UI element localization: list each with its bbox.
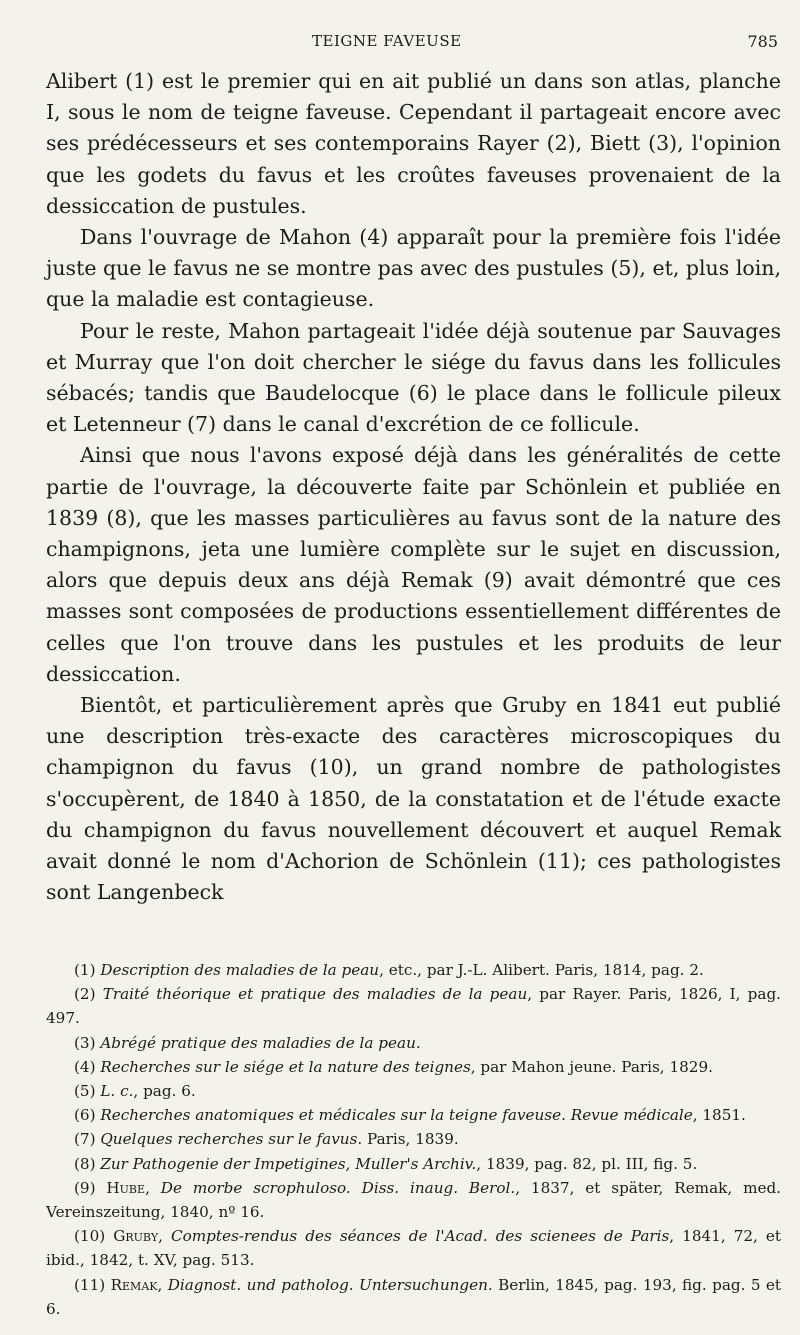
footnote-11: (11) Remak, Diagnost. und patholog. Untersuchungen. Berlin, 1845, pag. 193, fig. pag. 5 et 6. <box>46 1275 782 1318</box>
footnote-author: Remak <box>110 1275 158 1294</box>
running-title: TEIGNE FAVEUSE <box>312 32 462 50</box>
footnote-number: (4) <box>74 1057 96 1076</box>
footnote-rest: , 1841, 72, et ibid., 1842, t. XV, pag. 513. <box>46 1227 782 1270</box>
paragraph-4: Ainsi que nous l'avons exposé déjà dans les généralités de cette partie de l'ouvrage, la découverte faite par Schönlein et publiée en 1839 (8), que les masses particulières au favus sont de la nature des champignons, jeta une lumière complète sur le sujet en discussion, alors que depuis deux ans déjà Remak (9) avait démontré que ces masses sont composées de productions essentiellement différentes de celles que l'on trouve dans les pustules et les produits de leur dessiccation. <box>46 443 781 686</box>
footnote-1 <box>46 958 781 982</box>
footnote-title: Recherches anatomiques et médicales sur la teigne faveuse. Revue médicale <box>100 1106 693 1125</box>
footnote-9: (9) Hube, De morbe scrophuloso. Diss. inaug. Berol., 1837, et später, Remak, med. Vereinszeitung, 1840, nº 16. <box>46 1178 782 1222</box>
footnote-rest: , pag. 6. <box>133 1082 196 1101</box>
footnote-2 <box>46 982 781 1030</box>
footnote-5 <box>46 1079 781 1103</box>
footnote-number: (8) <box>74 1154 96 1173</box>
paragraph-2: Dans l'ouvrage de Mahon (4) apparaît pour la première fois l'idée juste que le favus ne se montre pas avec des pustules (5), et, plus loin, que la maladie est contagieuse. <box>46 225 781 312</box>
footnote-title: Description des maladies de la peau <box>100 961 380 979</box>
footnotes <box>46 958 781 1321</box>
footnote-author: Hube <box>106 1178 146 1197</box>
footnote-number: (3) <box>74 1033 96 1052</box>
footnote-rest: , 1839, pag. 82, pl. III, fig. 5. <box>476 1154 698 1173</box>
footnote-author: Gruby <box>113 1227 159 1246</box>
footnote-title: Traité théorique et pratique des maladies de la peau <box>102 985 528 1004</box>
footnote-rest: , 1851. <box>692 1106 746 1125</box>
body-text <box>46 66 781 908</box>
footnote-title: Abrégé pratique des maladies de la peau. <box>100 1033 421 1052</box>
footnote-number: (7) <box>74 1130 96 1149</box>
footnote-title: Zur Pathogenie der Impetigines, Muller's Archiv. <box>100 1154 477 1173</box>
footnote-rest: , etc., par J.-L. Alibert. Paris, 1814, pag. 2. <box>379 961 704 979</box>
footnote-10: (10) Gruby, Comptes-rendus des séances de l'Acad. des scienees de Paris, 1841, 72, et ibid., 1842, t. XV, pag. 513. <box>46 1227 782 1270</box>
footnote-number: (9) <box>74 1178 96 1197</box>
footnote-title: Comptes-rendus des séances de l'Acad. des scienees de Paris <box>170 1227 670 1246</box>
page-number: 785 <box>747 32 778 51</box>
footnote-rest: , 1837, et später, Remak, med. Vereinszeitung, 1840, nº 16. <box>46 1178 782 1222</box>
footnote-number: (10) <box>74 1227 106 1246</box>
footnote-8 <box>46 1152 781 1176</box>
footnote-rest: , par Rayer. Paris, 1826, I, pag. 497. <box>46 985 782 1028</box>
footnote-number: (5) <box>74 1082 96 1101</box>
footnote-number: (11) <box>74 1275 106 1294</box>
footnote-title: Recherches sur le siége et la nature des teignes <box>100 1057 471 1076</box>
paragraph-3: Pour le reste, Mahon partageait l'idée déjà soutenue par Sauvages et Murray que l'on doit chercher le siége du favus dans les follicules sébacés; tandis que Baudelocque (6) le place dans le follicule pileux et Letenneur (7) dans le canal d'excrétion de ce follicule. <box>46 318 781 437</box>
footnote-number: (2) <box>74 985 96 1004</box>
footnote-rest: . Berlin, 1845, pag. 193, fig. pag. 5 et 6. <box>46 1275 782 1318</box>
footnote-number: (1) <box>74 961 96 979</box>
footnote-title: Diagnost. und patholog. Untersuchungen <box>167 1275 488 1294</box>
footnote-rest: . Paris, 1839. <box>357 1130 459 1149</box>
footnote-rest: , par Mahon jeune. Paris, 1829. <box>470 1057 713 1076</box>
footnote-7 <box>46 1127 781 1151</box>
footnote-4 <box>46 1055 781 1079</box>
footnote-6 <box>46 1103 781 1127</box>
page-header <box>0 30 800 54</box>
footnote-title: L. c. <box>100 1082 134 1101</box>
footnote-title: De morbe scrophuloso. Diss. inaug. Berol. <box>160 1178 516 1197</box>
footnote-number: (6) <box>74 1106 96 1125</box>
paragraph-1: Alibert (1) est le premier qui en ait publié un dans son atlas, planche I, sous le nom de teigne faveuse. Cependant il partageait encore avec ses prédécesseurs et ses contemporains Rayer (2), Biett (3), l'opinion que les godets du favus et les croûtes faveuses provenaient de la dessiccation de pustules. <box>46 69 781 218</box>
paragraph-5: Bientôt, et particulièrement après que Gruby en 1841 eut publié une description très-exacte des caractères microscopiques du champignon du favus (10), un grand nombre de pathologistes s'occupèrent, de 1840 à 1850, de la constatation et de l'étude exacte du champignon du favus nouvellement découvert et auquel Remak avait donné le nom d'Achorion de Schönlein (11); ces pathologistes sont Langenbeck <box>46 693 781 905</box>
footnote-3 <box>46 1031 781 1055</box>
footnote-title: Quelques recherches sur le favus <box>100 1130 358 1149</box>
